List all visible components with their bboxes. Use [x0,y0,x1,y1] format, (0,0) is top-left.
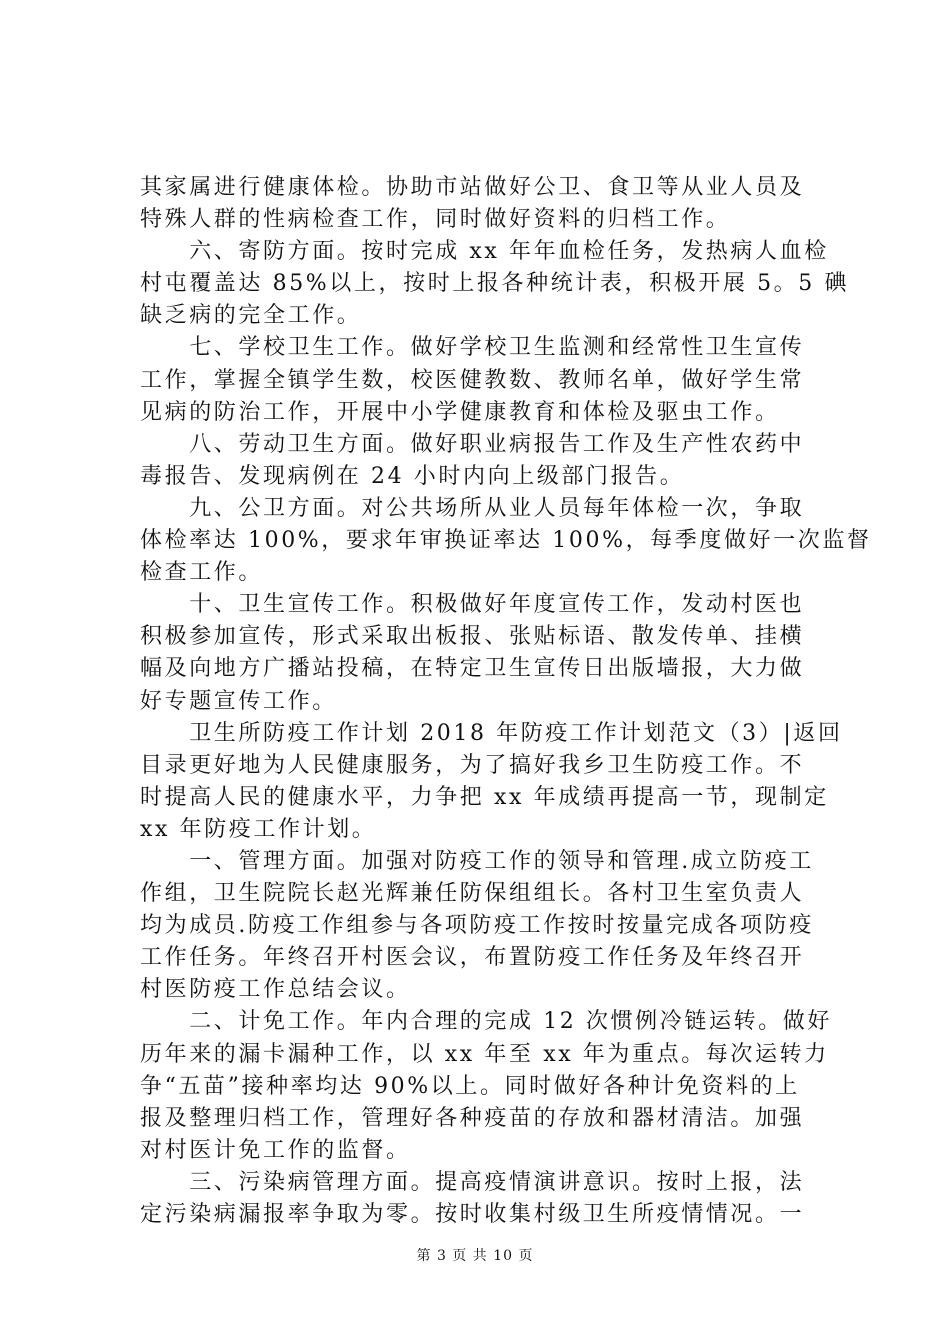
text-line: 一、管理方面。加强对防疫工作的领导和管理.成立防疫工 [140,848,814,874]
text-line: 幅及向地方广播站投稿，在特定卫生宣传日出版墙报，大力做 [140,656,805,682]
text-line: 定污染病漏报率争取为零。按时收集村级卫生所疫情情况。一 [140,1202,805,1227]
text-line: 报及整理归档工作，管理好各种疫苗的存放和器材清洁。加强 [140,1105,805,1131]
text-line: 其家属进行健康体检。协助市站做好公卫、食卫等从业人员及 [140,175,805,200]
text-line: 均为成员.防疫工作组参与各项防疫工作按时按量完成各项防疫 [140,913,814,939]
text-line: 争“五苗”接种率均达 90%以上。同时做好各种计免资料的上 [140,1073,800,1099]
text-line: 村屯覆盖达 85%以上，按时上报各种统计表，积极开展 5。5 碘 [140,271,850,297]
text-line: 好专题宣传工作。 [140,688,337,714]
text-line: 历年来的漏卡漏种工作，以 xx 年至 xx 年为重点。每次运转力 [140,1041,829,1067]
text-line: 工作任务。年终召开村医会议，布置防疫工作任务及年终召开 [140,945,805,971]
text-line: 三、污染病管理方面。提高疫情演讲意识。按时上报，法 [140,1169,805,1195]
text-line: 时提高人民的健康水平，力争把 xx 年成绩再提高一节，现制定 [140,784,829,810]
page-number-footer: 第 3 页 共 10 页 [416,1248,534,1264]
text-line: 六、寄防方面。按时完成 xx 年年血检任务，发热病人血检 [140,239,829,265]
text-line: 缺乏病的完全工作。 [140,303,362,329]
text-line: 积极参加宣传，形式采取出板报、张贴标语、散发传单、挂横 [140,624,805,650]
text-line: 检查工作。 [140,560,264,586]
text-line: 十、卫生宣传工作。积极做好年度宣传工作，发动村医也 [140,592,805,618]
text-line: 九、公卫方面。对公共场所从业人员每年体检一次，争取 [140,495,805,521]
text-line: 工作，掌握全镇学生数，校医健教数、教师名单，做好学生常 [140,367,805,393]
text-line: 毒报告、发现病例在 24 小时内向上级部门报告。 [140,463,685,489]
text-line: 八、劳动卫生方面。做好职业病报告工作及生产性农药中 [140,431,805,457]
text-line: 目录更好地为人民健康服务，为了搞好我乡卫生防疫工作。不 [140,752,805,778]
text-line: 对村医计免工作的监督。 [140,1137,411,1163]
text-line: 作组，卫生院院长赵光辉兼任防保组组长。各村卫生室负责人 [140,881,805,907]
text-line: 七、学校卫生工作。做好学校卫生监测和经常性卫生宣传 [140,335,805,361]
text-line: 特殊人群的性病检查工作，同时做好资料的归档工作。 [140,207,731,233]
text-line: 体检率达 100%，要求年审换证率达 100%，每季度做好一次监督 [140,528,872,554]
text-line: 村医防疫工作总结会议。 [140,977,411,1003]
text-line: 见病的防治工作，开展中小学健康教育和体检及驱虫工作。 [140,399,780,425]
text-line: xx 年防疫工作计划。 [140,816,377,842]
text-line: 二、计免工作。年内合理的完成 12 次惯例冷链运转。做好 [140,1009,832,1035]
body-text [140,172,872,1231]
text-line: 卫生所防疫工作计划 2018 年防疫工作计划范文（3）|返回 [140,720,843,746]
